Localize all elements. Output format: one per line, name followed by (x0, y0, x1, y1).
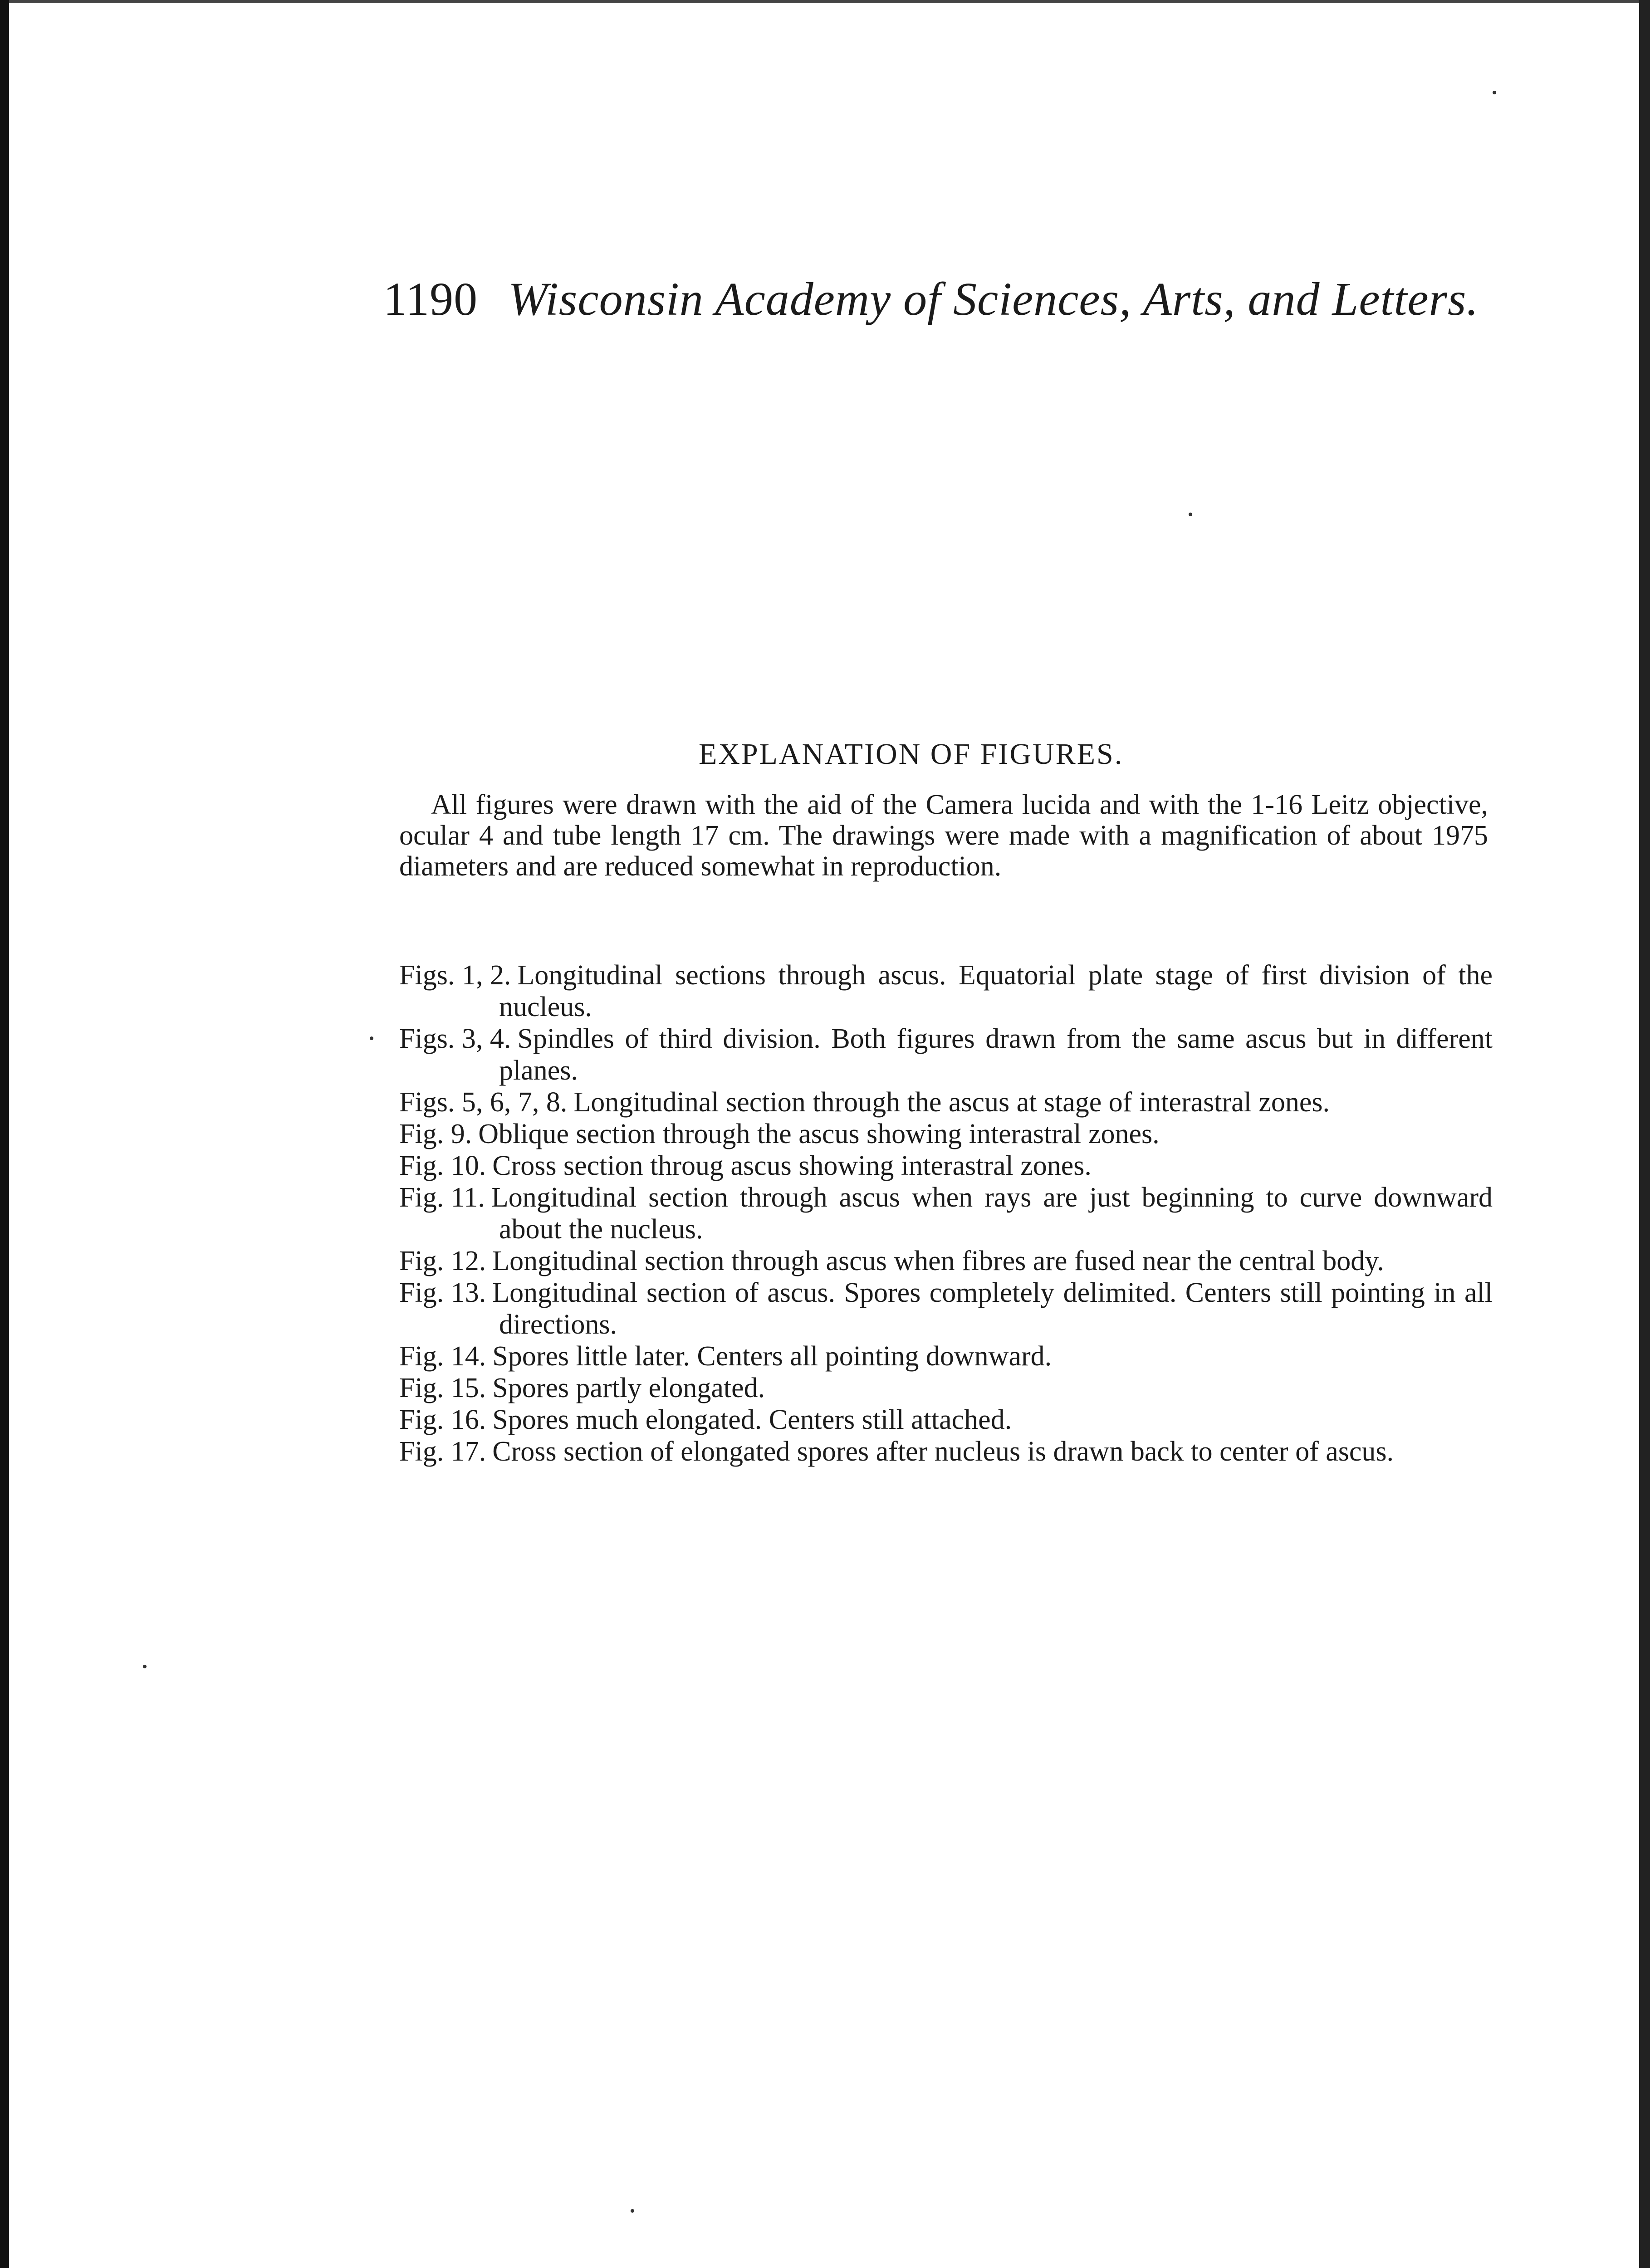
figure-item (399, 1277, 1493, 1340)
figure-item (399, 959, 1493, 1023)
figure-caption: Spores little later. Centers all pointing downward. (492, 1341, 1052, 1372)
figure-label: Fig. 16. (399, 1404, 486, 1435)
figure-label: Fig. 12. (399, 1246, 486, 1276)
figure-label: Fig. 15. (399, 1373, 486, 1403)
figure-caption: Longitudinal section of ascus. Spores completely delimited. Centers still pointing in all directions. (492, 1277, 1493, 1340)
figure-label: Figs. 3, 4. (399, 1023, 511, 1054)
figure-caption: Spores partly elongated. (492, 1373, 765, 1403)
figure-label: Fig. 14. (399, 1341, 486, 1372)
figure-caption: Spindles of third division. Both figures drawn from the same ascus but in different planes. (499, 1023, 1493, 1086)
figure-caption: Spores much elongated. Centers still attached. (492, 1404, 1012, 1435)
intro-paragraph: All figures were drawn with the aid of the Camera lucida and with the 1-16 Leitz objective, ocular 4 and tube length 17 cm. The drawings were made with a magnification of about 1975 diameters and are reduced somewhat in reproduction. (399, 789, 1488, 882)
figure-list (399, 959, 1493, 1467)
scan-speck (370, 1036, 373, 1040)
journal-title: Wisconsin Academy of Sciences, Arts, and Letters. (508, 273, 1479, 325)
figure-label: Fig. 13. (399, 1277, 486, 1308)
figure-label: Fig. 11. (399, 1182, 485, 1213)
figure-label: Figs. 1, 2. (399, 960, 511, 991)
scan-speck (1493, 91, 1496, 94)
figure-caption: Cross section throug ascus showing interastral zones. (492, 1150, 1092, 1181)
figure-label: Figs. 5, 6, 7, 8. (399, 1087, 568, 1118)
section-title: EXPLANATION OF FIGURES. (699, 738, 1124, 771)
figure-item (399, 1436, 1493, 1467)
figure-item (399, 1404, 1493, 1436)
figure-caption: Oblique section through the ascus showing interastral zones. (478, 1119, 1160, 1149)
figure-item (399, 1340, 1493, 1372)
scan-edge-left (0, 0, 9, 2268)
figure-caption: Longitudinal section through ascus when fibres are fused near the central body. (492, 1246, 1384, 1276)
figure-item (399, 1086, 1493, 1118)
figure-item (399, 1245, 1493, 1277)
scan-speck (143, 1665, 147, 1668)
figure-label: Fig. 17. (399, 1436, 486, 1467)
figure-label: Fig. 10. (399, 1150, 486, 1181)
scan-edge-right (1639, 0, 1650, 2268)
figure-item (399, 1182, 1493, 1245)
running-head (383, 272, 1479, 326)
figure-label: Fig. 9. (399, 1119, 472, 1149)
scan-speck (1189, 513, 1192, 516)
figure-item (399, 1372, 1493, 1404)
page-number: 1190 (383, 273, 478, 325)
figure-caption: Longitudinal section through ascus when rays are just beginning to curve downward about the nucleus. (491, 1182, 1493, 1245)
figure-caption: Longitudinal section through the ascus at stage of interastral zones. (573, 1087, 1330, 1118)
figure-item (399, 1118, 1493, 1150)
figure-caption: Longitudinal sections through ascus. Equatorial plate stage of first division of the nucleus. (499, 960, 1493, 1022)
scan-edge-top (0, 0, 1650, 3)
figure-caption: Cross section of elongated spores after nucleus is drawn back to center of ascus. (492, 1436, 1394, 1467)
scan-speck (631, 2209, 634, 2213)
figure-item (399, 1023, 1493, 1086)
figure-item (399, 1150, 1493, 1182)
